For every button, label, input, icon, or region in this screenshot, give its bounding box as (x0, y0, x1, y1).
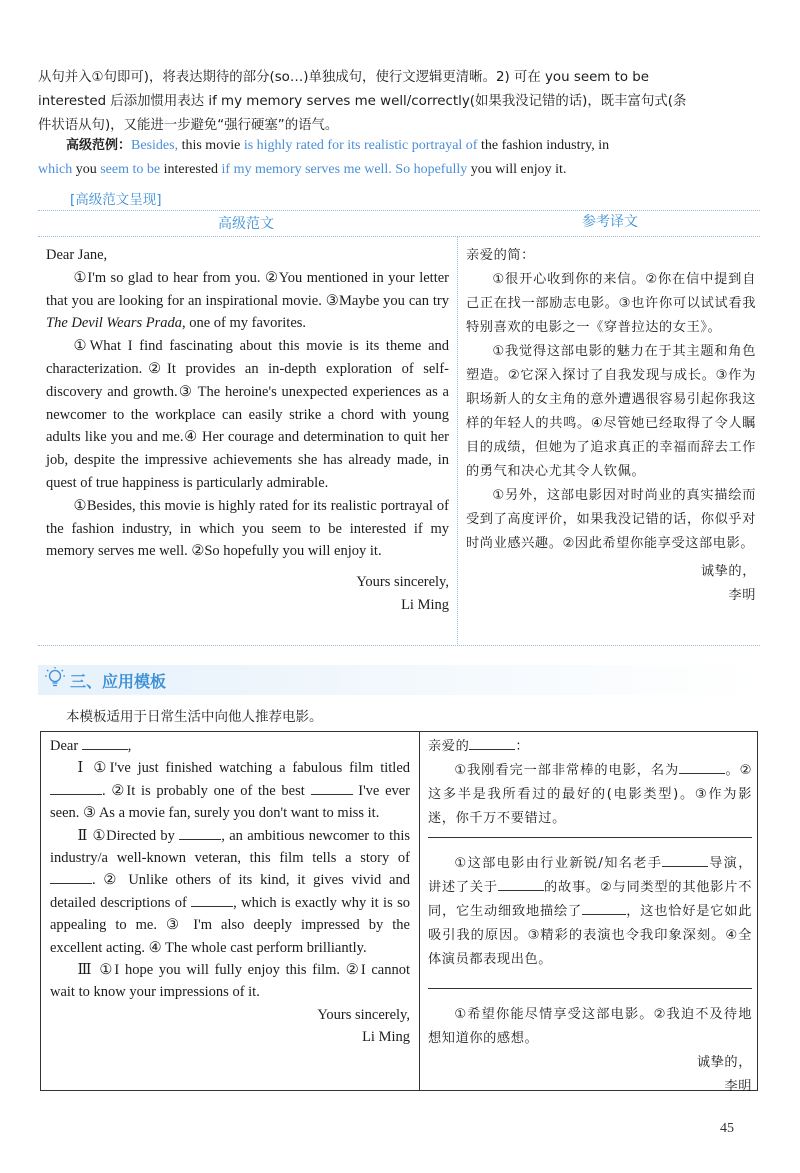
blank-cn-story[interactable] (498, 876, 544, 891)
text-you: you (72, 162, 101, 177)
translation-salutation: 亲爱的简： (466, 248, 535, 263)
column-separator (457, 236, 458, 646)
template-chinese (428, 735, 752, 1099)
template-s1a: ①I've just finished watching a fabulous film titled (93, 760, 411, 777)
template-cn-para-2 (428, 852, 752, 972)
translation-para-2: ①我觉得这部电影的魅力在于其主题和角色塑造。②它深入探讨了自我发现与成长。③作为职场新人的女主角的意外遭遇很容易引起你我这样的年轻人的共鸣。④尽管她已经取得了令人瞩目的成绩，但她为了追求真正的幸福而辞去工作的勇气和决心尤其令人钦佩。 (466, 344, 756, 479)
template-cn-para-1 (428, 759, 752, 831)
hl-rated: is highly rated for its realistic portrayal of (243, 138, 478, 153)
blank-director[interactable] (179, 825, 221, 840)
lightbulb-icon (44, 666, 66, 690)
column-head-essay: 高级范文 (218, 216, 274, 232)
hl-besides: Besides, (131, 138, 179, 153)
text-fashion: the fashion industry, in (477, 138, 610, 153)
text-enjoy: you will enjoy it. (467, 162, 567, 177)
essay-movie-title: The Devil Wears Prada (46, 315, 182, 332)
template-cn-p2b: 导演，讲述了关于 (428, 856, 752, 895)
blank-film-genre[interactable] (311, 780, 353, 795)
column-head-translation: 参考译文 (582, 214, 638, 230)
template-s1c: I've ever seen. ③ As a movie fan, surely you don't want to miss it. (50, 782, 411, 822)
essay-para-2: ①What I find fascinating about this movie is its theme and characterization.②It provides an in-depth exploration of self-discovery and growth.③ The heroine's unexpected experiences as a newcomer to the workplace can easily strike a chord with young adults like you and me.④ Her courage and determination to quit her job, despite the impressive achievements she has already made, in quest of true happiness is particularly admirable. (46, 338, 449, 491)
translation-para-1: ①很开心收到你的来信。②你在信中提到自己正在找一部励志电影。③也许你可以试试看我特别喜欢的电影之一《穿普拉达的女王》。 (466, 272, 756, 335)
template-english (50, 735, 410, 1049)
template-section-1 (50, 757, 410, 824)
template-closing: Yours sincerely, (317, 1006, 410, 1023)
template-section-2 (50, 825, 410, 959)
template-cn-p2d: ，这也恰好是它如此吸引我的原因。③精彩的表演也令我印象深刻。④全体演员都表现出色。 (428, 904, 752, 967)
intro-line-2: interested 后添加惯用表达 if my memory serves me well/correctly(如果我没记错的话)，既丰富句式(条 (38, 94, 687, 109)
essay-signature: Li Ming (401, 596, 449, 613)
blank-story[interactable] (50, 869, 92, 884)
template-cn-closing: 诚挚的， (696, 1055, 752, 1070)
template-cn-p1b: 。②这多半是我所看过的最好的(电影类型)。③作为影迷，你千万不要错过。 (428, 763, 753, 826)
template-s1b: . ②It is probably one of the best (102, 782, 305, 799)
text-interested: interested (160, 162, 222, 177)
template-section-3 (50, 959, 410, 1004)
template-cn-colon: ： (515, 739, 530, 754)
advanced-example-label: 高级范例： (66, 138, 132, 153)
translation-closing: 诚挚的， (700, 564, 756, 579)
template-cn-p1a: ①我刚看完一部非常棒的电影，名为 (454, 763, 680, 778)
translation-para-3: ①另外，这部电影因对时尚业的真实描绘而受到了高度评价，如果我没记错的话，你似乎对时尚业感兴趣。②因此希望你能享受这部电影。 (466, 488, 756, 551)
template-dear: Dear (50, 738, 79, 754)
section-mark-1: Ⅰ (77, 760, 87, 777)
template-signature: Li Ming (362, 1029, 410, 1046)
essay-para-3: ①Besides, this movie is highly rated for its realistic portrayal of the fashion industry, in which you seem to be interested if my memory serves me well. ②So hopefully you will enjoy it. (46, 497, 449, 560)
section-mark-3: Ⅲ (77, 962, 94, 979)
divider-bottom (38, 645, 760, 646)
template-cn-salutation (428, 735, 752, 759)
hl-seem: seem to be (100, 162, 161, 177)
blank-descriptions[interactable] (191, 892, 233, 907)
essay-chinese (466, 244, 756, 608)
template-s2d: , which is exactly why it is so appealing to me. ③ I'm also deeply impressed by the excellent acting. ④ The whole cast perform brilliantly. (50, 894, 410, 956)
intro-line-3: 件状语从句)，又能进一步避免“强行硬塞”的语气。 (38, 118, 339, 133)
blank-film-title[interactable] (50, 780, 102, 795)
template-s2c: . ② Unlike others of its kind, it gives vivid and detailed descriptions of (50, 872, 410, 911)
blank-cn-descriptions[interactable] (582, 900, 626, 915)
hl-memory: if my memory serves me well. So hopefully (221, 162, 468, 177)
translation-signature: 李明 (728, 588, 756, 603)
intro-paragraph (38, 66, 760, 138)
blank-recipient[interactable] (82, 735, 128, 750)
banner-description: 本模板适用于日常生活中向他人推荐电影。 (66, 709, 323, 725)
essay-closing: Yours sincerely, (356, 574, 449, 591)
template-s2a: ①Directed by (92, 827, 175, 844)
hl-which: which (38, 162, 73, 177)
template-salutation (50, 735, 410, 757)
template-comma: , (127, 738, 132, 754)
section-title: [高级范文呈现] (70, 192, 162, 208)
template-cn-divider-1 (428, 837, 752, 838)
essay-para-1-end: , one of my favorites. (182, 315, 307, 332)
advanced-example (38, 134, 760, 182)
essay-english (46, 244, 449, 617)
essay-para-1-text: ①I'm so glad to hear from you. ②You mentioned in your letter that you are looking for an inspirational movie. ③Maybe you can try (46, 269, 449, 309)
section-mark-2: Ⅱ (77, 827, 89, 844)
template-cn-p2c: 的故事。②与同类型的其他影片不同，它生动细致地描绘了 (428, 880, 752, 919)
template-cn-para-3: ①希望你能尽情享受这部电影。②我迫不及待地想知道你的感想。 (428, 1007, 752, 1046)
essay-para-1 (46, 267, 449, 335)
template-s3a: ①I hope you will fully enjoy this film. ②I cannot wait to know your impressions of it. (50, 962, 411, 1001)
blank-cn-director[interactable] (662, 852, 708, 867)
template-cn-p2a: ①这部电影由行业新锐/知名老手 (454, 856, 663, 871)
banner-title: 三、应用模板 (70, 672, 167, 691)
template-cn-signature: 李明 (724, 1079, 752, 1094)
intro-line-1: 从句并入①句即可)，将表达期待的部分(so…)单独成句，使行文逻辑更清晰。2) 可在 you seem to be (38, 70, 650, 85)
template-separator (419, 731, 420, 1091)
template-s2b: , an ambitious newcomer to this industry/a well-known veteran, this film tells a story of (50, 827, 411, 867)
divider-head (38, 236, 760, 237)
text-this-movie: this movie (178, 138, 244, 153)
blank-cn-film-title[interactable] (679, 759, 725, 774)
page-number: 45 (720, 1121, 734, 1136)
blank-cn-recipient[interactable] (469, 735, 515, 750)
template-cn-dear: 亲爱的 (428, 739, 470, 754)
essay-salutation: Dear Jane, (46, 247, 108, 263)
template-cn-divider-2 (428, 988, 752, 989)
